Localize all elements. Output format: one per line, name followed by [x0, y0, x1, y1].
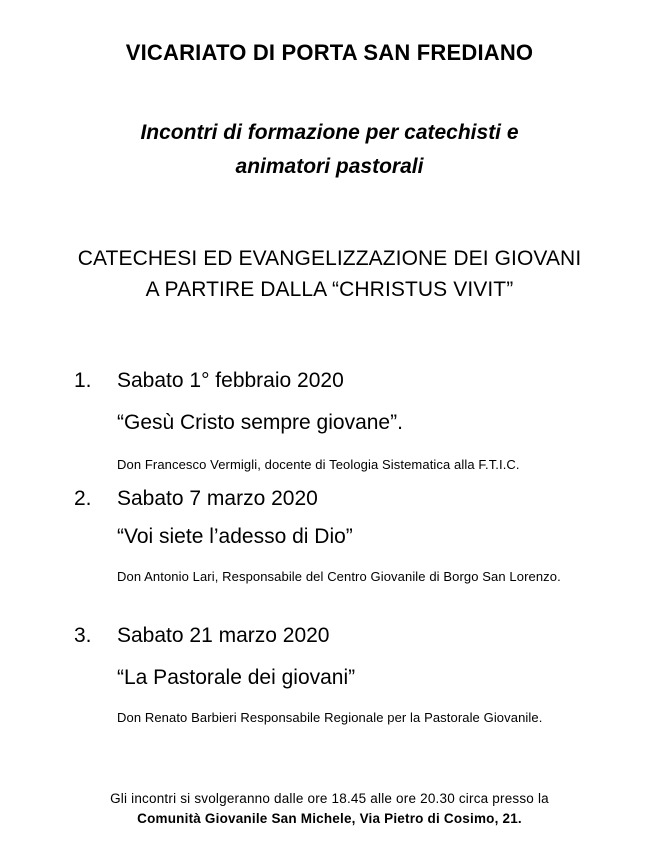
session-number: 1. [74, 369, 92, 392]
theme-line-1: CATECHESI ED EVANGELIZZAZIONE DEI GIOVANI [77, 247, 582, 270]
theme-line-2: A PARTIRE DALLA “CHRISTUS VIVIT” [145, 278, 514, 301]
subtitle [0, 116, 659, 184]
subtitle-line-1: Incontri di formazione per catechisti e [140, 121, 519, 144]
session-speaker: Don Francesco Vermigli, docente di Teologia Sistematica alla F.T.I.C. [117, 457, 520, 472]
session-topic: “La Pastorale dei giovani” [117, 666, 356, 689]
session-number: 2. [74, 487, 92, 510]
session-topic: “Gesù Cristo sempre giovane”. [117, 411, 403, 434]
footer-info [0, 789, 659, 829]
session-date: Sabato 1° febbraio 2020 [117, 369, 344, 392]
session-date: Sabato 7 marzo 2020 [117, 487, 318, 510]
session-speaker: Don Antonio Lari, Responsabile del Centro Giovanile di Borgo San Lorenzo. [117, 569, 561, 584]
page-title: VICARIATO DI PORTA SAN FREDIANO [125, 40, 534, 65]
session-speaker: Don Renato Barbieri Responsabile Regionale per la Pastorale Giovanile. [117, 710, 543, 725]
theme-heading [0, 243, 659, 305]
session-number: 3. [74, 624, 92, 647]
subtitle-line-2: animatori pastorali [235, 155, 424, 178]
session-topic: “Voi siete l’adesso di Dio” [117, 525, 353, 548]
footer-venue: Comunità Giovanile San Michele, Via Pietro di Cosimo, 21. [137, 811, 522, 826]
footer-line-1: Gli incontri si svolgeranno dalle ore 18.45 alle ore 20.30 circa presso la [110, 791, 549, 806]
session-date: Sabato 21 marzo 2020 [117, 624, 330, 647]
